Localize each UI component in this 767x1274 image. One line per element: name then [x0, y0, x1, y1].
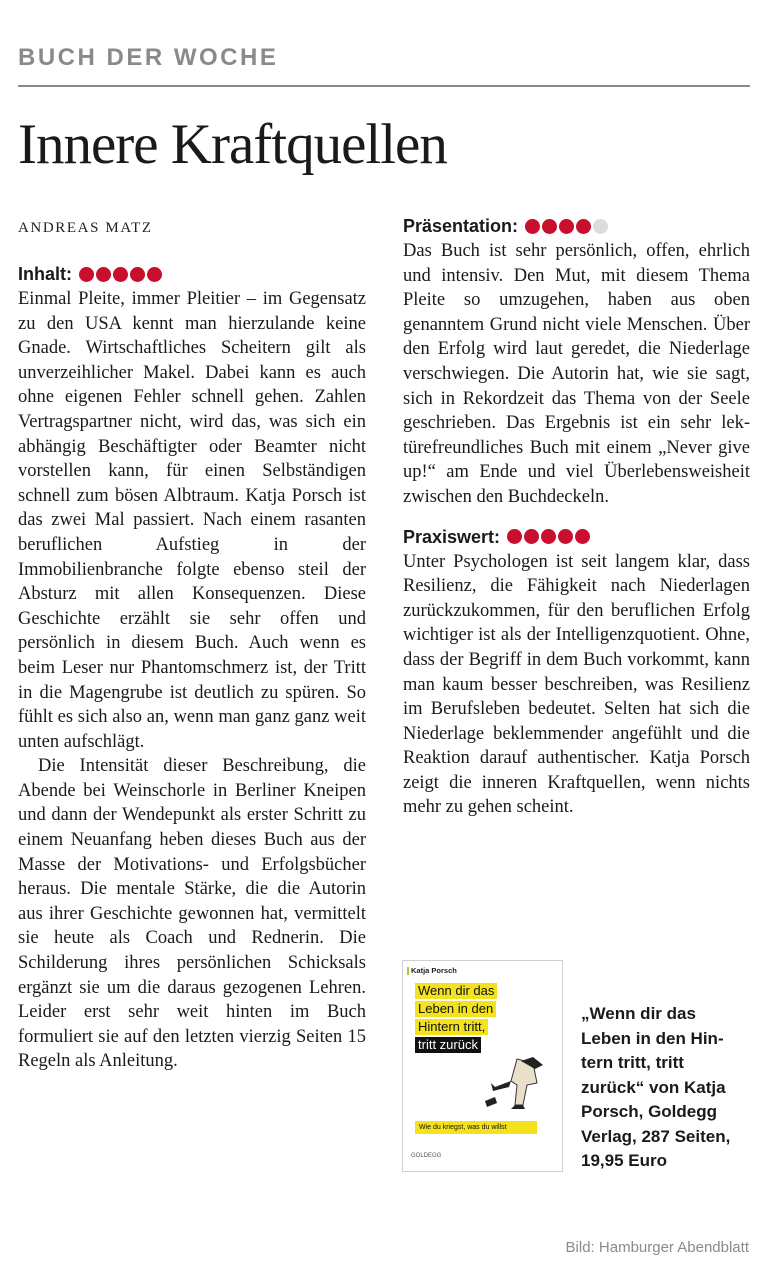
cover-author: Katja Porsch: [411, 966, 457, 975]
rating-dot-filled-icon: [113, 267, 128, 282]
header-divider: [18, 85, 750, 87]
left-column: [18, 261, 366, 1074]
rating-dot-filled-icon: [558, 529, 573, 544]
rating-dot-filled-icon: [130, 267, 145, 282]
rating-dot-filled-icon: [576, 219, 591, 234]
paragraph: Die Intensität dieser Beschreibung, die Abende bei Weinschorle in Berliner Kneipen und dann der Wendepunkt als erster Schritt zu einem Neuanfang heben dieses Buch aus der Masse der Motivations- und Erfolgsbücher heraus. Die mentale Stärke, die die Autorin aus ihrer Geschichte gewonnen hat, vermittelt sie heute als Coach und Rednerin. Die Schilderung ihres persönlichen Schicksals ergänzt sie um die daraus gezogenen Lehren. Leider erst sehr weit hinten im Buch formuliert sie auf den letzten vierzig Seiten 15 Regeln als Anleitung.: [18, 756, 366, 1072]
right-column: [403, 213, 750, 820]
rating-dot-filled-icon: [559, 219, 574, 234]
section-praxiswert-label: Praxiswert:: [403, 526, 501, 547]
cover-title-line: Leben in den: [415, 1001, 496, 1017]
section-inhalt-body: [18, 287, 366, 1074]
rating-dot-filled-icon: [96, 267, 111, 282]
section-kicker: BUCH DER WOCHE: [18, 44, 279, 71]
section-praesentation-body: [403, 239, 750, 510]
section-inhalt-heading: [18, 261, 366, 287]
rating-dot-filled-icon: [541, 529, 556, 544]
rating-dot-filled-icon: [542, 219, 557, 234]
rating-dots: [525, 219, 610, 234]
rating-dot-empty-icon: [593, 219, 608, 234]
rating-dot-filled-icon: [525, 219, 540, 234]
rating-dot-filled-icon: [79, 267, 94, 282]
paragraph: Das Buch ist sehr persönlich, offen, ehrlich und intensiv. Den Mut, mit diesem Thema Pleite so umzugehen, haben aus oben genanntem Grund nicht viele Menschen. Über den Erfolg wird laut geredet, die Niederlage verschwiegen. Die Autorin hat, wie sie sagt, sich in Rekordzeit das Thema von der Seele geschrieben. Das Ergebnis ist ein sehr lektürefreundliches Buch mit einem „Never give up!“ am Ende und viel Überlebensweisheit zwischen den Buchdeckeln.: [403, 241, 750, 507]
cover-title-line: Wenn dir das: [415, 983, 497, 999]
author-byline: ANDREAS MATZ: [18, 220, 153, 236]
cover-subtitle: Wie du kriegst, was du willst: [415, 1121, 537, 1134]
rating-dot-filled-icon: [507, 529, 522, 544]
cover-title: [415, 983, 497, 1055]
book-caption: „Wenn dir das Leben in den Hintern tritt, tritt zurück“ von Katja Porsch, Goldegg Verlag, 287 Seiten, 19,95 Euro: [581, 1004, 731, 1170]
section-inhalt-label: Inhalt:: [18, 264, 72, 284]
section-praesentation-heading: [403, 213, 750, 239]
rating-dots: [507, 529, 592, 544]
cover-figure-icon: [481, 1055, 547, 1111]
article-headline: Innere Kraftquellen: [18, 113, 447, 176]
section-praesentation-label: Präsentation:: [403, 216, 519, 236]
paragraph: Einmal Pleite, immer Pleitier – im Gegensatz zu den USA kennt man hierzulande keine Gnade. Wirtschaftliches Scheitern gilt als unverzeihlicher Makel. Dabei kann es auch ohne eigenen Fehler schnell gehen. Zahlen Vertragspartner nicht, wird das, was sich ein abhängig Beschäftigter oder Beamter nicht vorstellen kann, für einen Selbständigen schnell zum bösen Albtraum. Katja Porsch ist das zwei Mal passiert. Nach einem rasanten beruflichen Aufstieg in der Immobilienbranche folgte ebenso steil der Absturz mit allen Konsequenzen. Diese Geschichte erzählt sie sehr offen und persönlich in diesem Buch. Auch wenn es beim Leser nur Phantomschmerz ist, der Tritt in die Magengrube ist deutlich zu spüren. So fühlt es sich also an, wenn man ganz ganz weit unten aufschlägt.: [18, 289, 366, 752]
section-praxiswert-heading: [403, 524, 750, 550]
rating-dot-filled-icon: [575, 529, 590, 544]
cover-publisher: GOLDEGG: [411, 1153, 442, 1159]
book-cover-image: [402, 960, 563, 1172]
cover-title-line: Hintern tritt,: [415, 1019, 488, 1035]
image-credit: Bild: Hamburger Abendblatt: [565, 1239, 749, 1256]
rating-dot-filled-icon: [524, 529, 539, 544]
rating-dots: [79, 267, 164, 282]
cover-title-dark: tritt zurück: [415, 1037, 481, 1053]
paragraph: Unter Psychologen ist seit langem klar, dass Resilienz, die Fähigkeit nach Niederlagen zurückzukommen, für den beruflichen Erfolg wichtiger ist als der Intelligenzquotient. Ohne, dass der Begriff in dem Buch vorkommt, kann man kaum besser beschreiben, was Resilienz im Berufsleben bedeutet. Selten hat sich die Niederlage beklemmender angefühlt und die Reaktion darauf authentischer. Katja Porsch zeigt die inneren Kraftquellen, wenn nichts mehr zu gehen scheint.: [403, 551, 750, 818]
section-praxiswert-body: [403, 550, 750, 821]
rating-dot-filled-icon: [147, 267, 162, 282]
